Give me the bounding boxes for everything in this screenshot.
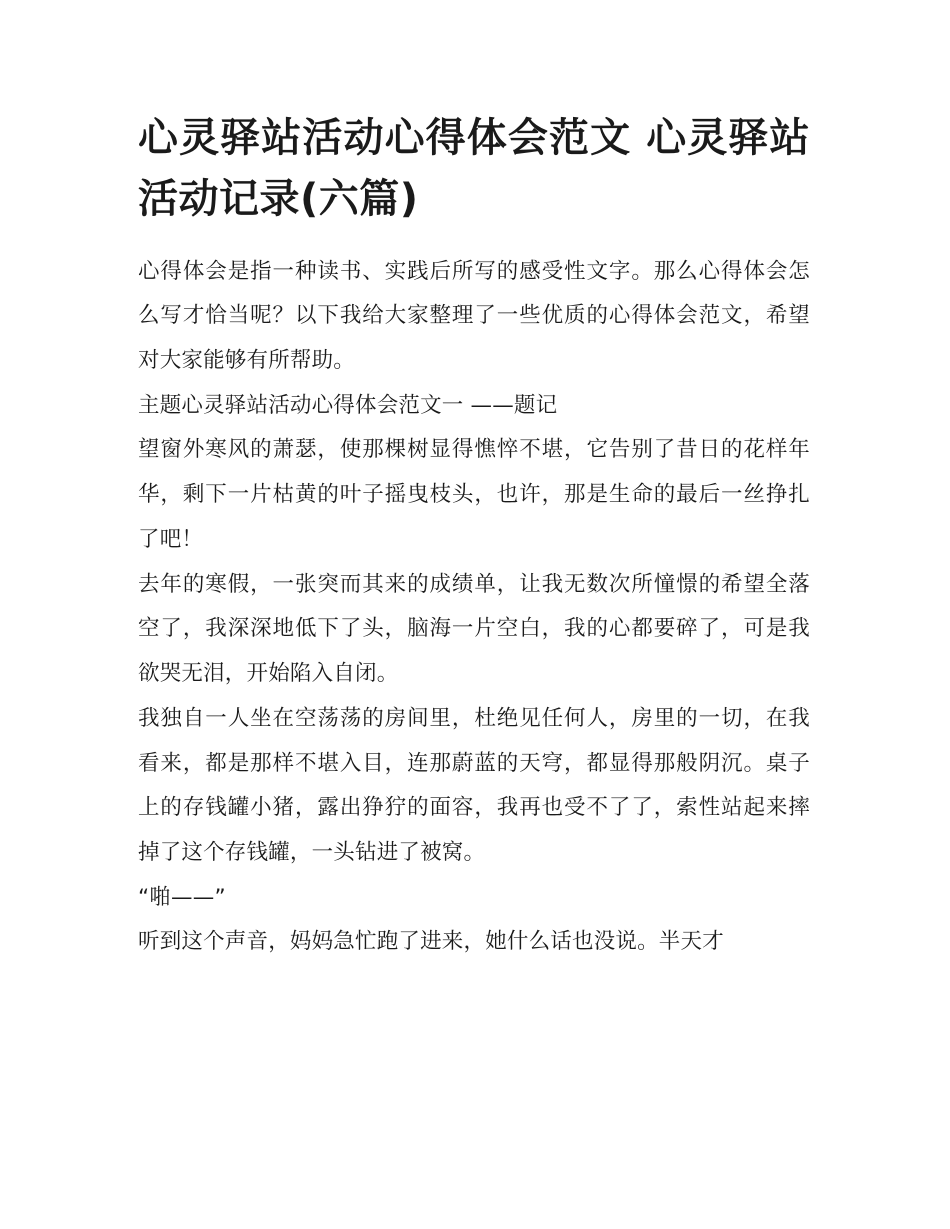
paragraph: 望窗外寒风的萧瑟，使那棵树显得憔悴不堪，它告别了昔日的花样年华，剩下一片枯黄的叶子摇曳枝头，也许，那是生命的最后一丝挣扎了吧！: [138, 437, 810, 552]
paragraph: 我独自一人坐在空荡荡的房间里，杜绝见任何人，房里的一切，在我看来，都是那样不堪入目，连那蔚蓝的天穹，都显得那般阴沉。桌子上的存钱罐小猪，露出狰狞的面容，我再也受不了了，索性站起来摔掉了这个存钱罐，一头钻进了被窝。: [138, 705, 810, 865]
document-body: [138, 250, 810, 966]
paragraph: “啪——”: [138, 884, 226, 910]
paragraph: 听到这个声音，妈妈急忙跑了进来，她什么话也没说。半天才: [138, 929, 724, 955]
paragraph: 去年的寒假，一张突而其来的成绩单，让我无数次所憧憬的希望全落空了，我深深地低下了头，脑海一片空白，我的心都要碎了，可是我欲哭无泪，开始陷入自闭。: [138, 571, 810, 687]
paragraph: 心得体会是指一种读书、实践后所写的感受性文字。那么心得体会怎么写才恰当呢？以下我给大家整理了一些优质的心得体会范文，希望对大家能够有所帮助。: [138, 258, 810, 374]
page-title: 心灵驿站活动心得体会范文 心灵驿站活动记录(六篇): [138, 115, 810, 222]
paragraph: 主题心灵驿站活动心得体会范文一 ——题记: [138, 392, 558, 418]
